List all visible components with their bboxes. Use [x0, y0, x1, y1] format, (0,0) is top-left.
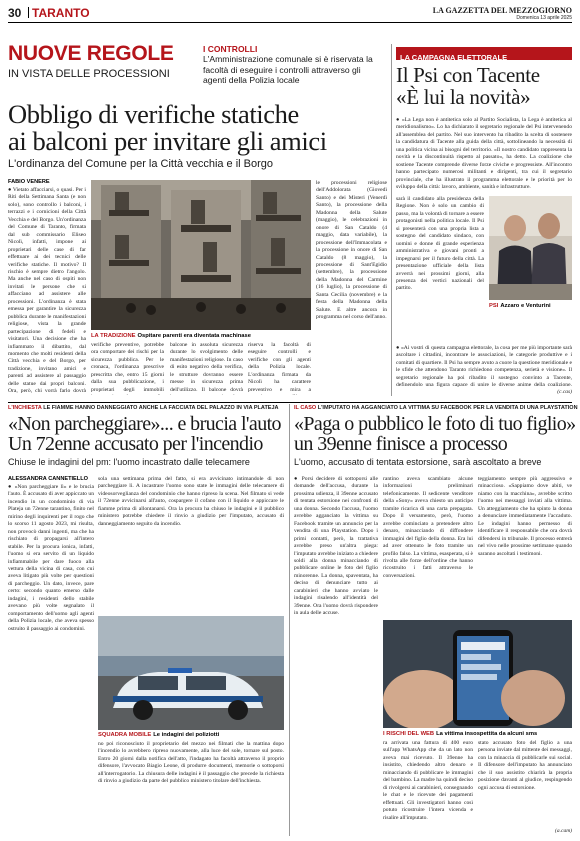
right-story-headline-line-1: «Paga o pubblico le foto di tuo figlio» [294, 413, 576, 435]
main-col-4-text: riserva la facoltà di eseguire controlli e verifiche con gli agenti della Polizia locale. L'ordinanza firmata da Nicolì ha carattere preventivo e mira a [248, 342, 311, 393]
right-col-2 [396, 196, 484, 344]
section-divider [28, 7, 29, 18]
main-headline-line-2: ai balconi per invitare gli amici [8, 126, 327, 156]
main-col-2 [91, 342, 164, 395]
bottom-right-col-b3-text: stato accusato foto del figlio a una persona inviate dal mittente dei messaggi, con la minaccia di pubblicarle sui social. Il difensore dell'imputato ha annunciato che il suo assistito chiarirà la propria posizione davanti al giudice, respingendo ogni accusa di estorsione. [478, 740, 572, 791]
main-subhead: L'ordinanza del Comune per la Città vecchia e il Borgo [8, 158, 274, 170]
bottom-right-photo-caption [383, 731, 537, 737]
header-rule [8, 22, 572, 23]
politicians-image [489, 196, 572, 300]
bottom-right-col-3-text: teggiamento sempre più aggressivo e minaccioso. «Sappiamo dove abiti, ve niamo con la macchina», avrebbe scritto l'uomo nei messaggi inviati alla vittima. Un atteggiamento che ha spinto la donna a denunciare immediatamente l'accaduto. Le indagini hanno permesso di identificare il responsabile che ora dovrà difendersi in tribunale. Il processo entrerà nel vivo nelle prossime settimane quando saranno ascoltati i testimoni. [478, 476, 572, 557]
kicker-title: NUOVE REGOLE [8, 42, 174, 65]
left-story-headline [8, 414, 288, 454]
bottom-right-col-3 [478, 476, 572, 616]
right-col-bottom-text: ● «Ai vostri di questa campagna elettorale, la cosa per me più importante sarà ascoltare i cittadini, incontrare le associazioni, le categorie produttive e i comitati di quartiere. Il Psi ha sempre avuto a cuore la questione meridionale e le sfide che attendono Taranto richiedono competenza, serietà e visione». Il segretario regionale ha poi ribadito il sostegno convinto a Tacente, definendolo una figura capace di unire le diverse anime della coalizione. [396, 345, 572, 389]
main-headline [8, 101, 392, 155]
main-byline: FABIO VENERE [8, 179, 50, 185]
left-story-kicker [8, 405, 279, 411]
left-story-kicker-text: LE FIAMME HANNO DANNEGGIATO ANCHE LA FACCIATA DEL PALAZZO IN VIA PLATEJA [43, 405, 279, 411]
right-photo [489, 196, 572, 300]
right-photo-caption-key: PSI [489, 303, 499, 309]
main-col-2-text: verifiche preventive, potrebbe ora comportare dei rischi per la sicurezza pubblica. Per le cronaca, l'ordinanza prescrive prescritta che, entro 15 giorni dalla sua pubblicazione, i proprietari degli immobili [91, 342, 164, 393]
bottom-left-col-2 [98, 476, 284, 612]
right-story-kicker-key: IL CASO [294, 405, 317, 411]
bottom-left-byline: ALESSANDRA CANNETIELLO [8, 476, 88, 482]
bottom-left-col-1 [8, 484, 94, 836]
bottom-right-col-1-text: ● Porsi decidere di sottoporsi alle domande dell'accusa, durante la prossima udienza, il 39enne accusato di tentata estorsione nei confronti di una donna. Secondo l'accusa, l'uomo avrebbe agganciato la vittima su Facebook tramite un annuncio per la vendita di una Playstation. Dopo i primi contatti, però, la trattativa avrebbe preso un'altra piega: l'imputato avrebbe iniziato a chiedere soldi alla donna minacciando di pubblicare online le foto del figlio minorenne. La donna, spaventata, ha deciso di denunciare tutto ai carabinieri che hanno avviato le indagini risalendo all'identità del 39enne. Ora l'uomo dovrà rispondere in aula delle accuse. [294, 476, 378, 617]
bottom-left-col-3 [98, 741, 284, 836]
right-headline [396, 64, 572, 108]
bottom-right-col-1 [294, 476, 378, 836]
bottom-right-photo-caption-key: I RISCHI DEL WEB [383, 731, 435, 737]
main-photo-caption [91, 333, 251, 339]
newspaper-name: LA GAZZETTA DEL MEZZOGIORNO [432, 6, 572, 15]
right-sign: (c.cas) [557, 389, 572, 395]
controlli-box [203, 44, 383, 100]
balconies-image [91, 180, 311, 330]
main-headline-line-1: Obbligo di verifiche statiche [8, 99, 299, 129]
right-col-1-text: ● «La Lega non è antitetica solo al Partito Socialista, la Lega è antitetica al meridionalismo». Lo ha dichiarato il segretario regionale del Psi intervenendo all'assemblea del partito. Nel suo intervento ha ribadito la scelta di sostenere la candidatura di Tacente alla guida della città, sottolineando la necessità di una politica vicina ai bisogni del territorio. «Il nostro candidato rappresenta la novità e la discontinuità rispetto al passato», ha detto. La coalizione che sostiene Tacente comprende diverse forze civiche e progressiste. All'incontro hanno partecipato numerosi militanti e dirigenti, tra cui il segretario provinciale, che ha illustrato il programma elettorale e le priorità per lo sviluppo della città: lavoro, ambiente, sanità e infrastrutture. [396, 117, 572, 191]
right-story-headline-line-2: un 39enne finisce a processo [294, 433, 508, 455]
controlli-text: L'Amministrazione comunale si è riservata la facoltà di eseguire i controlli attraverso gli agenti della Polizia locale [203, 54, 373, 86]
mid-band-rule [8, 402, 572, 403]
bottom-left-col-1-text: ● «Non parcheggiare lì» e le brucia l'auto. È accusato di aver appiccato un incendio in un condominio di via Plateja un 72enne tarantino, finito nel mirino degli inquirenti per il rogo che lo scorso 11 agosto 2023, mi risulta, non provocò danni ingenti, ma che ha rischiato di propagarsi all'intero stabile. Per la procura ionica, infatti, l'uomo si era servito di un liquido infiammabile per dare fuoco alla vettura della vicina di casa, con cui aveva litigato più volte per questioni di parcheggio. Un dato, invece, pare certo: secondo quanto emerso dalle indagini, i residenti dello stabile avevano più volte segnalato il comportamento dell'uomo agli agenti della Polizia locale, che aveva spesso ostruito il passaggio ai condomini. [8, 484, 94, 632]
mid-divider [289, 404, 290, 836]
bottom-right-col-2-text: rantino aveva scambiato alcune informazioni preliminari telefonicamente. Il sedicente venditore della «Sony» aveva chiesto un anticipo tramite ricarica di una carta prepagata. Dopo il versamento, però, l'uomo avrebbe cominciato a pretendere altro denaro, minacciando di diffondere immagini del figlio della donna. Era lui ad aver ottenuto le foto tramite un profilo falso. La vittima, esasperata, si è rivolta alle forze dell'ordine che hanno ricostruito i fatti attraverso le conversazioni. [383, 476, 473, 579]
bottom-right-sign: (a.cam) [555, 828, 572, 834]
right-col-2-text: sarà il candidato alla presidenza della Regione. Non è solo un cambio di passo, ma la volontà di tornare a essere protagonisti nella politica locale. Il Psi si presenterà con una propria lista a sostegno del candidato sindaco, con uomini e donne di grande esperienza amministrativa e giovani pronti a impegnarsi per il futuro della città. La presentazione ufficiale della lista avverrà nei prossimi giorni, alla presenza dei vertici nazionali del partito. [396, 196, 484, 292]
main-col-4 [248, 342, 311, 395]
bottom-left-photo-caption-text: Le indagini dei poliziotti [153, 732, 220, 738]
main-col-1 [8, 187, 86, 395]
bottom-right-col-2 [383, 476, 473, 616]
main-photo-caption-text: Ospitare parenti era diventata machinase [137, 333, 251, 339]
bottom-left-photo [98, 616, 284, 730]
section-name: TARANTO [32, 6, 90, 20]
bottom-right-photo [383, 620, 572, 728]
right-kicker-bar [396, 47, 572, 60]
bottom-left-col-2-text: sola una settimana prima del fatto, si era avvicinato intimandole di non parcheggiare lì. A incastrare l'uomo sono state le immagini delle telecamere di videosorveglianza del condominio che hanno ripreso la scena. Nel filmato si vede il 72enne avvicinarsi all'auto, cospargere il cofano con il liquido e appiccare le fiamme prima di allontanarsi. Ora la procura ha chiuso le indagini e il pubblico ministero potrebbe chiedere il rinvio a giudizio per l'imputato, accusato di danneggiamento seguito da incendio. [98, 476, 284, 527]
bottom-left-col-3-text: no poi riconosciuto il proprietario del mezzo nei filmati che la mattina dopo l'incendio lo avrebbero ripreso nuovamente, alla luce del sole, tornare sul posto. Entro 20 giorni dalla notifica dell'atto, l'indagato ha facoltà attraverso il proprio difensore, l'avvocato Biagio Leone, di produrre documenti, memorie o sottoporsi all'interrogatorio. La chiusura delle indagini è il passaggio che precede la richiesta di rinvio a giudizio da parte del pubblico ministero titolare dell'inchiesta. [98, 741, 284, 785]
controlli-label: I CONTROLLI [203, 44, 258, 54]
page-number: 30 [8, 6, 22, 20]
left-story-headline-line-2: Un 72enne accusato per l'incendio [8, 433, 263, 455]
right-headline-line-2: «È lui la novità» [396, 85, 531, 109]
bottom-right-photo-caption-text: La vittima insospettita da alcuni sms [436, 731, 538, 737]
main-photo [91, 180, 311, 330]
bottom-right-col-b3 [478, 740, 572, 826]
main-col-5 [316, 180, 387, 395]
bottom-left-photo-caption [98, 732, 219, 738]
kicker-subtitle: IN VISTA DELLE PROCESSIONI [8, 68, 170, 80]
bottom-left-photo-caption-key: SQUADRA MOBILE [98, 732, 152, 738]
right-story-headline [294, 414, 574, 454]
bottom-right-col-b2 [383, 740, 473, 834]
right-kicker: LA CAMPAGNA ELETTORALE [400, 53, 508, 62]
right-story-kicker-text: L'IMPUTATO HA AGGANCIATO LA VITTIMA SU FACEBOOK PER LA VENDITA DI UNA PLAYSTATION [317, 405, 578, 411]
smartphone-image [383, 620, 572, 728]
main-col-3 [170, 342, 243, 395]
issue-date: Domenica 13 aprile 2025 [516, 15, 572, 21]
main-col-3-text: balcone in assoluta sicurezza durante lo svolgimento delle manifestazioni religiose. In caso di esito negativo della verifica, le strutture dovranno essere messe in sicurezza prima dell'utilizzo. Il balcone dovrà [170, 342, 243, 393]
right-photo-caption-text: Azzaro e Venturini [500, 303, 551, 309]
bottom-right-col-b2-text: ra arrivata una fattura di 400 euro sull'app WhatsApp che da un lato non aveva mai ricevuto. Il 39enne ha insistito, chiedendo altro denaro e minacciando di pubblicare le immagini del bambino. La madre ha quindi deciso di rivolgersi ai carabinieri, consegnando le chat e le ricevute dei pagamenti effettuati. Gli investigatori hanno così potuto ricostruire l'intera vicenda e risalire all'imputato. [383, 740, 473, 821]
right-headline-line-1: Il Psi con Tacente [396, 63, 540, 87]
left-story-headline-line-1: «Non parcheggiare»... e brucia l'auto [8, 413, 281, 435]
main-photo-caption-key: LA TRADIZIONE [91, 333, 136, 339]
right-story-subhead: L'uomo, accusato di tentata estorsione, sarà ascoltato a breve [294, 457, 542, 467]
column-divider [391, 44, 392, 396]
left-story-kicker-key: L'INCHIESTA [8, 405, 42, 411]
left-story-subhead: Chiuse le indagini del pm: l'uomo incastrato dalle telecamere [8, 457, 250, 467]
right-photo-caption [489, 303, 551, 309]
page-header [8, 6, 572, 20]
main-col-5-text: le processioni religiose dell'Addolorata (Giovedì Santo) e dei Misteri (Venerdì Santo), la processione della Madonna della Salute (maggio), le celebrazioni in onore di San Cataldo (4 maggio, data variabile), la processione dell'Immacolata e la processione in onore di San Cataldo (8 maggio), la processione di Sant'Egidio (settembre), la processione della Madonna del Carmine (16 luglio), la processione di Santa Cecilia (novembre) e la festa della Madonna della Salute. E altre ancora in programma nel corso dell'anno. [316, 180, 387, 321]
right-col-bottom [396, 345, 572, 390]
main-col-1-text: ● Vietato affacciarsi, o quasi. Per i Riti della Settimana Santa (e non solo), sono controllo i balconi, i terrazzi e i cornicioni della Città Vecchia e del Borgo. Un'ordinanza del Comune di Taranto, firmata dal sub commissario Eliseo Nicolì, infatti, impone ai proprietari delle case di far effettuare ai dei tecnici delle verifiche statiche. Il motivo? Il rischio è sempre dietro l'angolo. Ma anche nel caso di ospiti non invitati le persone che si affacciano ad assistere alle processioni. L'ordinanza è stata emessa per garantire la sicurezza pubblica durante le manifestazioni religiose, vista la grande partecipazione di fedeli e visitatori. Una decisione che ha infiammato il dibattito, dal momento che molti residenti della Città vecchia e del Borgo, per tradizione, invitano amici e parenti ad assistere al passaggio delle statue dai propri balconi. Ora, però, chi vorrà farlo dovrà [8, 187, 86, 395]
right-story-kicker [294, 405, 578, 411]
police-car-image [98, 616, 284, 730]
right-col-1 [396, 117, 572, 195]
